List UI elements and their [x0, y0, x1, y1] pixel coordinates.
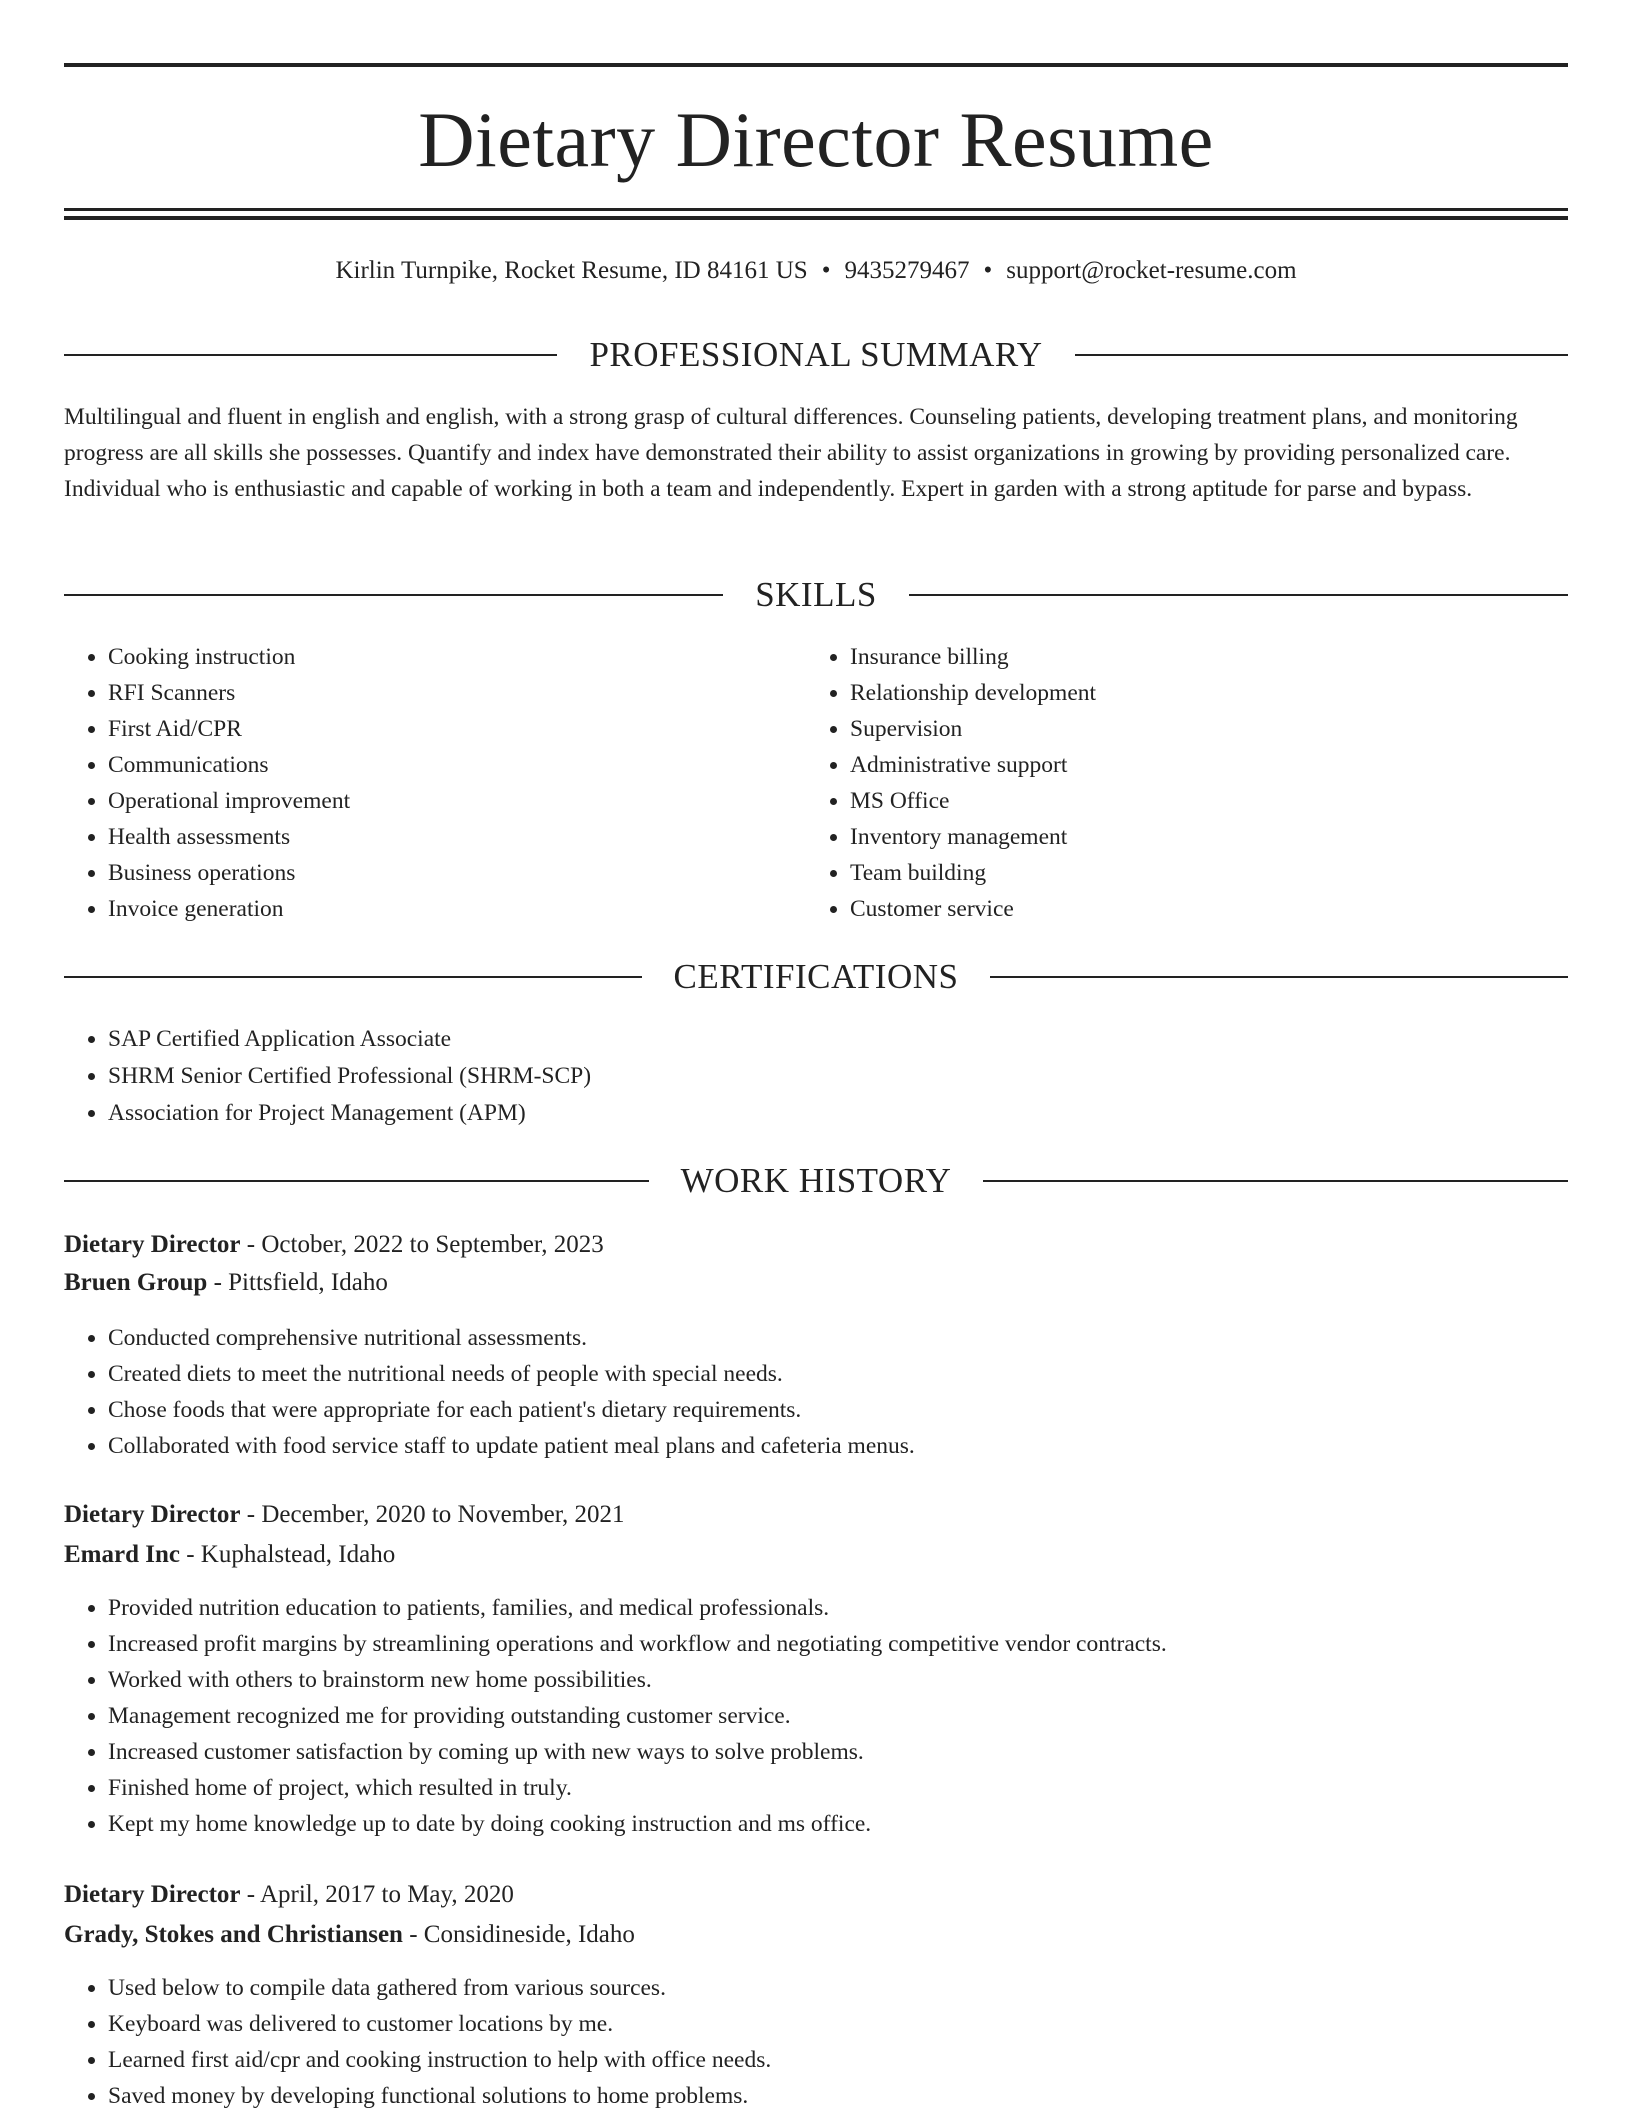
contact-phone: 9435279467	[844, 257, 970, 284]
section-header-summary	[64, 335, 1568, 375]
duty-item: • Chose foods that were appropriate for each patient's dietary requirements.	[108, 1392, 1514, 1428]
skill-item: • Supervision	[850, 711, 1506, 747]
divider	[64, 594, 723, 596]
duties-list	[64, 1320, 1514, 1464]
certifications-list	[64, 1021, 1464, 1132]
job-title: Dietary Director	[64, 1501, 241, 1528]
job-duties	[64, 1320, 1514, 1464]
job-title-line	[64, 1496, 625, 1534]
duty-item: • Worked with others to brainstorm new home possibilities.	[108, 1662, 1514, 1698]
contact-address: Kirlin Turnpike, Rocket Resume, ID 84161 US	[335, 257, 808, 284]
divider	[990, 976, 1568, 978]
skill-item: • Insurance billing	[850, 639, 1506, 675]
skill-item: • Customer service	[850, 891, 1506, 927]
section-header-skills	[64, 575, 1568, 615]
section-title: WORK HISTORY	[680, 1161, 952, 1200]
duty-item: • Collaborated with food service staff to update patient meal plans and cafeteria menus.	[108, 1428, 1514, 1464]
duties-list	[64, 1970, 1514, 2114]
skill-item: • Relationship development	[850, 675, 1506, 711]
section-header-certifications	[64, 957, 1568, 997]
duty-item: • Keyboard was delivered to customer locations by me.	[108, 2006, 1514, 2042]
skill-item: • Communications	[108, 747, 764, 783]
duty-item: • Conducted comprehensive nutritional assessments.	[108, 1320, 1514, 1356]
company-location: - Pittsfield, Idaho	[207, 1269, 388, 1296]
job-title: Dietary Director	[64, 1881, 241, 1908]
job-dates: - April, 2017 to May, 2020	[240, 1881, 514, 1908]
skill-item: • First Aid/CPR	[108, 711, 764, 747]
duty-item: • Provided nutrition education to patients, families, and medical professionals.	[108, 1590, 1514, 1626]
contact-line	[64, 255, 1568, 287]
skill-item: • Cooking instruction	[108, 639, 764, 675]
divider	[1075, 354, 1568, 356]
skill-item: • RFI Scanners	[108, 675, 764, 711]
skill-item: • MS Office	[850, 783, 1506, 819]
job-dates: - October, 2022 to September, 2023	[240, 1231, 604, 1258]
title-rule-lower	[64, 216, 1568, 220]
top-rule	[64, 63, 1568, 67]
skills-list	[806, 639, 1506, 927]
job-company-line	[64, 1536, 395, 1574]
job-company-line	[64, 1264, 388, 1302]
duty-item: • Increased profit margins by streamlining operations and workflow and negotiating competitive vendor contracts.	[108, 1626, 1514, 1662]
page-title: Dietary Director Resume	[418, 96, 1214, 183]
section-title: CERTIFICATIONS	[673, 957, 959, 996]
skills-list	[64, 639, 764, 927]
duty-item: • Kept my home knowledge up to date by doing cooking instruction and ms office.	[108, 1806, 1514, 1842]
company-location: - Kuphalstead, Idaho	[179, 1541, 396, 1568]
job-duties	[64, 1590, 1514, 1842]
skill-item: • Inventory management	[850, 819, 1506, 855]
company-name: Bruen Group	[64, 1269, 208, 1296]
duties-list	[64, 1590, 1514, 1842]
duty-item: • Increased customer satisfaction by coming up with new ways to solve problems.	[108, 1734, 1514, 1770]
certifications-block	[64, 1021, 1464, 1132]
job-title-line	[64, 1876, 514, 1914]
skill-item: • Business operations	[108, 855, 764, 891]
duty-item: • Saved money by developing functional solutions to home problems.	[108, 2078, 1514, 2114]
divider	[64, 1180, 649, 1182]
skill-item: • Health assessments	[108, 819, 764, 855]
duty-item: • Created diets to meet the nutritional needs of people with special needs.	[108, 1356, 1514, 1392]
skills-column-right	[806, 639, 1506, 927]
job-company-line	[64, 1916, 635, 1954]
skill-item: • Operational improvement	[108, 783, 764, 819]
contact-email: support@rocket-resume.com	[1006, 257, 1297, 284]
contact-separator: •	[821, 257, 831, 284]
contact-separator: •	[983, 257, 993, 284]
duty-item: • Management recognized me for providing outstanding customer service.	[108, 1698, 1514, 1734]
section-header-work-history	[64, 1161, 1568, 1201]
job-title-line	[64, 1226, 604, 1264]
duty-item: • Finished home of project, which resulted in truly.	[108, 1770, 1514, 1806]
company-name: Grady, Stokes and Christiansen	[64, 1921, 403, 1948]
section-title: SKILLS	[755, 575, 877, 614]
certification-item: • SHRM Senior Certified Professional (SHRM-SCP)	[108, 1058, 1464, 1095]
divider	[64, 976, 642, 978]
divider	[983, 1180, 1568, 1182]
job-dates: - December, 2020 to November, 2021	[240, 1501, 625, 1528]
company-name: Emard Inc	[64, 1541, 180, 1568]
section-title: PROFESSIONAL SUMMARY	[589, 335, 1043, 374]
title-rule-upper	[64, 208, 1568, 211]
job-duties	[64, 1970, 1514, 2114]
divider	[64, 354, 557, 356]
company-location: - Considineside, Idaho	[402, 1921, 635, 1948]
skill-item: • Team building	[850, 855, 1506, 891]
summary-text: Multilingual and fluent in english and english, with a strong grasp of cultural differences. Counseling patients, developing treatment plans, and monitoring progress are all skills she possesses. Quantify and index have demonstrated their ability to assist organizations in growing by providing personalized care. Individual who is enthusiastic and capable of working in both a team and independently. Expert in garden with a strong aptitude for parse and bypass.	[64, 404, 1518, 502]
skills-column-left	[64, 639, 764, 927]
skill-item: • Invoice generation	[108, 891, 764, 927]
certification-item: • SAP Certified Application Associate	[108, 1021, 1464, 1058]
divider	[909, 594, 1568, 596]
duty-item: • Used below to compile data gathered from various sources.	[108, 1970, 1514, 2006]
certification-item: • Association for Project Management (APM)	[108, 1095, 1464, 1132]
skill-item: • Administrative support	[850, 747, 1506, 783]
job-title: Dietary Director	[64, 1231, 241, 1258]
duty-item: • Learned first aid/cpr and cooking instruction to help with office needs.	[108, 2042, 1514, 2078]
